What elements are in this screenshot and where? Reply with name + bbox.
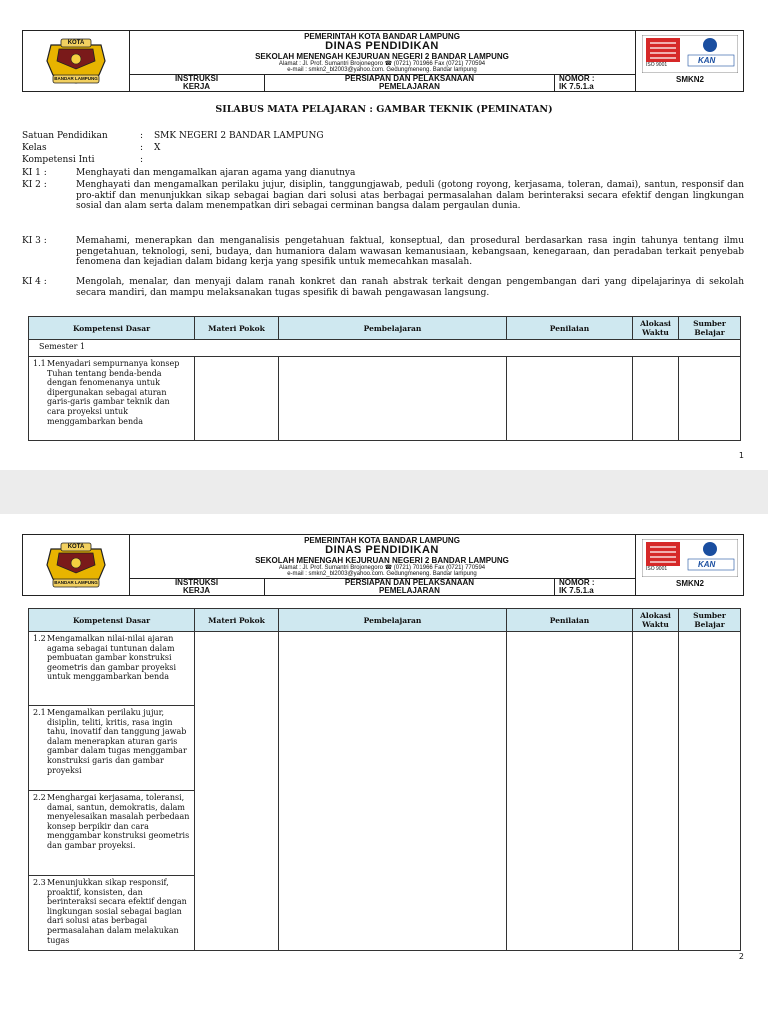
school-code: SMKN2 [675,579,704,588]
table-row: 2.3 Menunjukkan sikap responsif, proaktif, konsisten, dan berinteraksi secara efektif dengan lingkungan sosial sebagai bagian dari solusi atas berbagai permasalahan dalam melakukan tugas [29,876,741,951]
certification-cell [635,535,744,595]
certification-cell [635,31,744,91]
letterhead [22,30,744,92]
meta-kompetensi-inti: Kompetensi Inti : [22,155,144,165]
kan-label: KAN [698,56,716,65]
school-address: Alamat : Jl. Prof. Sumantri Brojonegoro ☎ (0721) 701966 Fax (0721) 770594 [278,61,486,67]
doc-type: INSTRUKSI KERJA [129,579,265,596]
meta-satuan: Satuan Pendidikan : SMK NEGERI 2 BANDAR LAMPUNG [22,131,324,141]
logo-cell [23,31,130,91]
col-alokasi-waktu: Alokasi Waktu [633,609,679,632]
logo-bottom-text: BANDAR LAMPUNG [54,76,98,81]
semester-row: Semester 1 [29,340,741,357]
col-kompetensi-dasar: Kompetensi Dasar [29,317,195,340]
school-name: SEKOLAH MENENGAH KEJURUAN NEGERI 2 BANDAR LAMPUNG [255,52,509,61]
table-row: 1.1 Menyadari sempurnanya konsep Tuhan tentang benda-benda dengan fenomenanya untuk dipergunakan sebagai aturan garis-garis gambar teknik dan cara proyeksi untuk menggambarkan benda [29,357,741,441]
iso-label: ISO 9001 [646,62,668,68]
logo-top-text: KOTA [67,544,85,550]
col-sumber-belajar: Sumber Belajar [679,317,741,340]
gov-name: PEMERINTAH KOTA BANDAR LAMPUNG [304,32,460,41]
doc-info-row [129,74,635,92]
table-row: 2.1 Mengamalkan perilaku jujur, disiplin, teliti, kritis, rasa ingin tahu, inovatif dan tanggung jawab dalam menerapkan aturan garis gambar dalam tugas menggambar konstruksi garis dan gambar proyeksi [29,706,741,791]
school-code: SMKN2 [675,75,704,84]
col-materi-pokok: Materi Pokok [195,317,279,340]
table-header-row [29,609,741,632]
ki-1: KI 1 : Menghayati dan mengamalkan ajaran agama yang dianutnya [22,168,356,178]
col-alokasi-waktu: Alokasi Waktu [633,317,679,340]
school-address: Alamat : Jl. Prof. Sumantri Brojonegoro ☎ (0721) 701966 Fax (0721) 770594 [278,565,486,571]
doc-type: INSTRUKSI KERJA [129,75,265,92]
logo-top-text: KOTA [67,40,85,46]
col-materi-pokok: Materi Pokok [195,609,279,632]
letterhead [22,534,744,596]
logo-bottom-text: BANDAR LAMPUNG [54,580,98,585]
table-row: 1.2 Mengamalkan nilai-nilai ajaran agama sebagai tuntunan dalam pembuatan gambar konstruksi geometris dan gambar proyeksi untuk menggambarkan benda [29,632,741,706]
gov-name: PEMERINTAH KOTA BANDAR LAMPUNG [304,536,460,545]
school-name: SEKOLAH MENENGAH KEJURUAN NEGERI 2 BANDAR LAMPUNG [255,556,509,565]
page-number: 1 [738,451,744,460]
ki-4: KI 4 : Mengolah, menalar, dan menyaji dalam ranah konkret dan ranah abstrak terkait dengan pengembangan dari yang dipelajarinya di sekolah secara mandiri, dan mampu melaksanakan tugas spesifik di bawah pengawasan langsung. [22,277,744,298]
iso-label: ISO 9001 [646,566,668,572]
meta-kelas: Kelas : X [22,143,161,153]
page-number: 2 [738,952,744,961]
ki-3: KI 3 : Memahami, menerapkan dan menganalisis pengetahuan faktual, konseptual, dan prosedural berdasarkan rasa ingin tahunya tentang ilmu pengetahuan, teknologi, seni, budaya, dan humaniora dalam wawasan kemanusiaan, kebangsaan, kenegaraan, dan peradaban terkait penyebab fenomena dan kejadian dalam bidang kerja yang spesifik untuk memecahkan masalah. [22,236,744,267]
department-name: DINAS PENDIDIKAN [325,40,439,52]
col-kompetensi-dasar: Kompetensi Dasar [29,609,195,632]
doc-subject: PERSIAPAN DAN PELAKSANAAN PEMELAJARAN [265,579,555,596]
letterhead-center [129,535,635,595]
col-pembelajaran: Pembelajaran [279,317,507,340]
col-penilaian: Penilaian [507,609,633,632]
school-email: e-mail : smkn2_bl2003@yahoo.com. Gedungmeneng. Bandar lampung [287,67,477,73]
logo-cell [23,535,130,595]
col-penilaian: Penilaian [507,317,633,340]
letterhead-center [129,31,635,91]
silabus-table-page1 [28,316,741,441]
school-email: e-mail : smkn2_bl2003@yahoo.com. Gedungmeneng. Bandar lampung [287,571,477,577]
table-header-row [29,317,741,340]
ki-2: KI 2 : Menghayati dan mengamalkan perilaku jujur, disiplin, tanggungjawab, peduli (gotong royong, kerjasama, toleran, damai), santun, responsif dan pro-aktif dan menunjukkan sikap sebagai bagian dari solusi atas berbagai permasalahan dalam berinteraksi secara efektif dengan lingkungan sosial dan alam serta dalam menempatkan diri sebagai cerminan bangsa dalam pergaulan dunia. [22,180,744,211]
page-2 [0,514,768,1024]
page-1 [0,0,768,470]
col-pembelajaran: Pembelajaran [279,609,507,632]
table-row: 2.2 Menghargai kerjasama, toleransi, damai, santun, demokratis, dalam menyelesaikan masalah perbedaan konsep berpikir dan cara menggambar konstruksi geometris dan gambar proyeksi. [29,791,741,876]
doc-number: NOMOR : IK 7.5.1.a [559,74,595,91]
silabus-table-page2 [28,608,741,951]
doc-subject: PERSIAPAN DAN PELAKSANAAN PEMELAJARAN [265,75,555,92]
doc-info-row [129,578,635,596]
kan-label: KAN [698,560,716,569]
doc-number: NOMOR : IK 7.5.1.a [559,578,595,595]
department-name: DINAS PENDIDIKAN [325,544,439,556]
col-sumber-belajar: Sumber Belajar [679,609,741,632]
document-title: SILABUS MATA PELAJARAN : GAMBAR TEKNIK (PEMINATAN) [215,104,553,115]
